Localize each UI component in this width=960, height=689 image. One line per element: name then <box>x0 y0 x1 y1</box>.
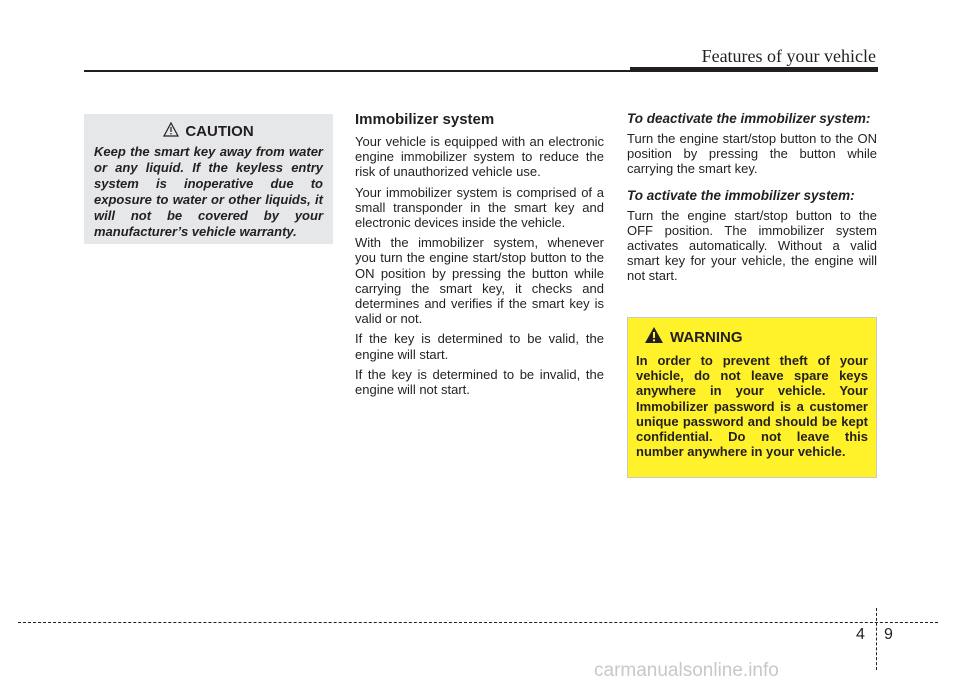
immobilizer-paragraph: Your immobilizer system is comprised of a small transponder in the smart key and electronic devices inside the vehicle. <box>355 184 604 231</box>
caution-text: Keep the smart key away from water or any liquid. If the keyless entry system is inoperative due to exposure to water or other liquids, it will not be covered by your manufacturer’s vehicle warranty. <box>94 144 323 239</box>
footer-rule <box>18 622 938 623</box>
immobilizer-section <box>355 111 604 402</box>
warning-box <box>627 317 877 478</box>
watermark: carmanualsonline.info <box>594 660 779 681</box>
page-number: 9 <box>884 626 893 643</box>
deactivate-text: Turn the engine start/stop button to the ON position by pressing the button while carrying the smart key. <box>627 130 877 176</box>
warning-text: In order to prevent theft of your vehicle, do not leave spare keys anywhere in your vehicle. Your Immobilizer password is a customer unique password and should be kept confidential. Do not leave this number anywhere in your vehicle. <box>636 353 868 460</box>
warning-triangle-filled-icon <box>644 326 664 348</box>
header-rule-accent <box>630 67 878 72</box>
activation-section <box>627 111 877 296</box>
chapter-number: 4 <box>856 626 865 643</box>
section-title: Features of your vehicle <box>701 46 876 66</box>
deactivate-title: To deactivate the immobilizer system: <box>627 111 871 126</box>
warning-header <box>644 326 868 348</box>
immobilizer-title: Immobilizer system <box>355 111 495 128</box>
caution-header <box>94 122 323 141</box>
footer-divider <box>876 608 877 670</box>
immobilizer-paragraph: Your vehicle is equipped with an electronic engine immobilizer system to reduce the risk of unauthorized vehicle use. <box>355 134 604 180</box>
warning-title: WARNING <box>670 328 743 346</box>
immobilizer-paragraph: With the immobilizer system, whenever you turn the engine start/stop button to the ON position by pressing the button while carrying the smart key, it checks and determines and verifies if the smart key is valid or not. <box>355 235 604 327</box>
warning-triangle-icon <box>163 122 179 141</box>
activate-text: Turn the engine start/stop button to the OFF position. The immobilizer system activates automatically. Without a valid smart key for your vehicle, the engine will not start. <box>627 207 877 284</box>
caution-box <box>84 114 333 244</box>
activate-title: To activate the immobilizer system: <box>627 188 855 204</box>
immobilizer-paragraph: If the key is determined to be valid, the engine will start. <box>355 331 604 362</box>
immobilizer-paragraph: If the key is determined to be invalid, the engine will not start. <box>355 366 604 398</box>
caution-title: CAUTION <box>185 123 254 140</box>
